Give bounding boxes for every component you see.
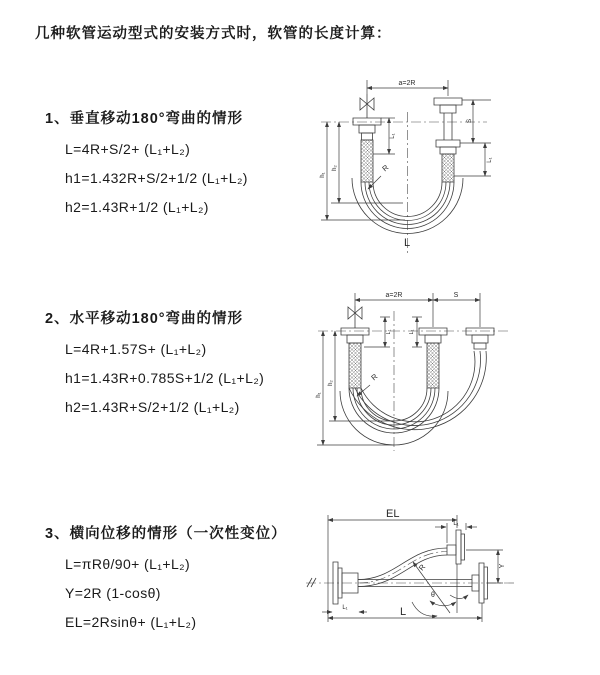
diagram-lateral-displacement [300, 505, 600, 660]
formula-line: L=4R+1.57S+ (L₁+L₂) [65, 341, 207, 357]
dim-label-r: R [380, 162, 391, 174]
hose-u-bend-displaced [349, 351, 486, 430]
section-heading: 2、水平移动180°弯曲的情形 [45, 311, 244, 327]
dim-label-l1: L₁ [390, 133, 396, 139]
dim-label-y: Y [499, 563, 506, 569]
dim-label-l1: L₁ [386, 329, 392, 335]
diagram-lateral-displacement-svg [300, 505, 600, 660]
section-heading: 1、垂直移动180°弯曲的情形 [45, 111, 244, 127]
formula-line: EL=2Rsinθ+ (L₁+L₂) [65, 614, 197, 630]
middle-fitting [419, 328, 447, 388]
valve-icon [348, 306, 362, 328]
valve-icon [360, 94, 374, 118]
dim-label-l1: L₁ [453, 521, 459, 527]
formula-line: h1=1.432R+S/2+1/2 (L₁+L₂) [65, 170, 248, 186]
dim-label-el: EL [386, 508, 400, 520]
section-heading: 3、横向位移的情形（一次性变位） [45, 526, 287, 542]
left-fitting [341, 328, 369, 388]
formula-line: h2=1.43R+1/2 (L₁+L₂) [65, 199, 209, 215]
dim-label-h1: h₁ [316, 392, 322, 398]
formula-line: L=4R+S/2+ (L₁+L₂) [65, 141, 191, 157]
formula-line: L=πRθ/90+ (L₁+L₂) [65, 556, 191, 572]
braided-hose [361, 140, 373, 182]
formula-line: h2=1.43R+S/2+1/2 (L₁+L₂) [65, 399, 240, 415]
diagram-vertical-180-bend [315, 70, 600, 260]
dim-label-h2: h₂ [332, 165, 338, 171]
section-horizontal-bend [45, 307, 264, 415]
section-lateral-displacement [45, 522, 287, 630]
dim-label-l1: L₁ [342, 605, 348, 611]
diagram-vertical-180-bend-svg [315, 70, 600, 260]
braided-hose [349, 343, 361, 388]
diagram-horizontal-180-bend [310, 283, 600, 458]
dim-label-h1: h₁ [320, 172, 326, 178]
swing-arrow [450, 595, 468, 599]
page-title: 几种软管运动型式的安装方式时，软管的长度计算： [35, 26, 392, 42]
dim-label-h2: h₂ [328, 380, 334, 386]
dim-label-r: R [369, 371, 380, 383]
braided-hose [427, 343, 439, 388]
hose-s-curve [358, 548, 447, 587]
formula-line: Y=2R (1-cosθ) [65, 585, 161, 601]
diagram-horizontal-180-bend-svg [310, 283, 600, 458]
dim-label-s: S [453, 292, 459, 299]
swing-arrow [412, 602, 437, 616]
dim-label-l1: L₁ [487, 157, 493, 163]
dim-label-l: L [400, 606, 407, 618]
left-fitting [353, 118, 381, 182]
dim-label-r: R [416, 562, 428, 573]
formula-line: h1=1.43R+0.785S+1/2 (L₁+L₂) [65, 370, 265, 386]
dim-label-s: S [466, 118, 473, 124]
dim-label-theta: θ [431, 592, 435, 599]
dim-label-l1: L₁ [409, 329, 415, 335]
centerline-break-mark [307, 578, 316, 587]
dim-label-a2r: a=2R [385, 292, 403, 299]
dim-label-l: L [404, 237, 411, 249]
braided-hose [442, 154, 454, 182]
right-fitting [434, 98, 462, 182]
dim-label-a2r: a=2R [398, 80, 416, 87]
upper-flange [447, 530, 465, 564]
section-vertical-bend [45, 107, 248, 215]
